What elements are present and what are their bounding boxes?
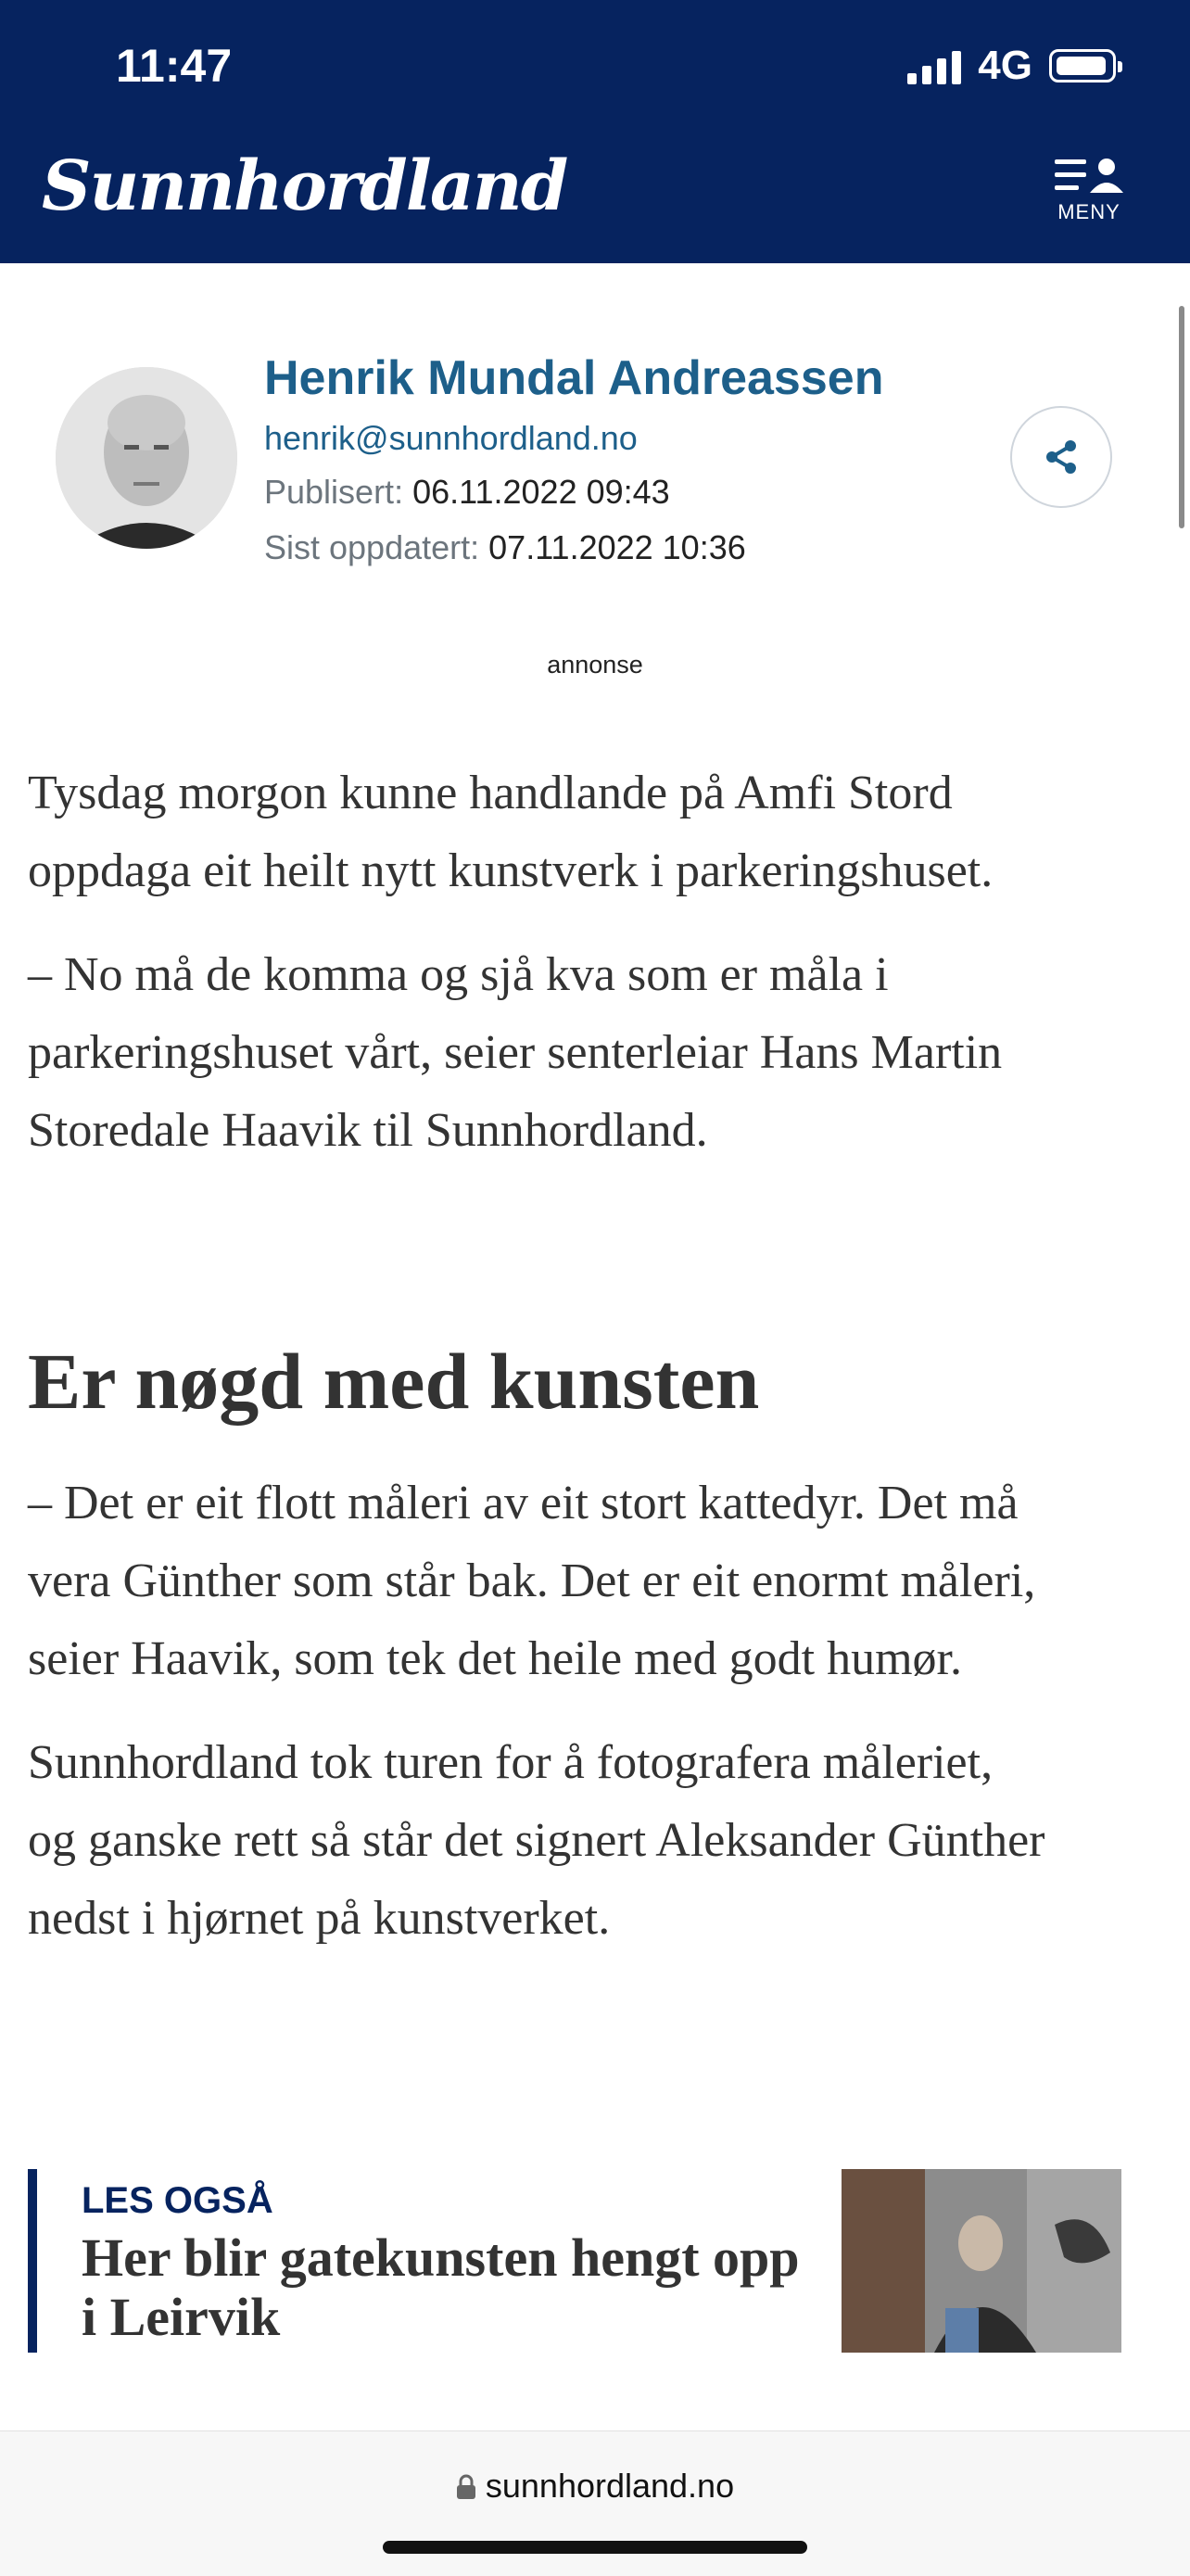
article-body-continued	[28, 1465, 1047, 1958]
menu-button[interactable]	[1047, 156, 1131, 224]
author-avatar	[56, 367, 237, 549]
author-email-link[interactable]: henrik@sunnhordland.no	[264, 419, 638, 457]
home-indicator[interactable]	[383, 2541, 807, 2554]
related-kicker: LES OGSÅ	[82, 2180, 273, 2221]
related-accent-bar	[28, 2169, 37, 2353]
signal-icon	[907, 47, 961, 84]
avatar-photo	[56, 367, 237, 549]
scrollbar[interactable]	[1179, 306, 1184, 528]
lock-icon	[456, 2474, 476, 2500]
status-icons	[907, 43, 1116, 89]
site-header	[0, 0, 1190, 263]
updated-label: Sist oppdatert:	[264, 528, 480, 566]
url-text: sunnhordland.no	[485, 2467, 735, 2505]
status-time: 11:47	[116, 40, 233, 92]
share-button[interactable]	[1010, 406, 1112, 508]
article-paragraph: – No må de komma og sjå kva som er måla i parkeringshuset vårt, seier senterleiar Hans Martin Storedale Haavik til Sunnhordland.	[28, 948, 1003, 1157]
related-thumbnail[interactable]	[842, 2169, 1121, 2353]
updated-line	[264, 528, 746, 567]
related-photo	[842, 2169, 1121, 2353]
related-title[interactable]: Her blir gatekunsten hengt opp i Leirvik	[82, 2227, 800, 2347]
menu-label: MENY	[1057, 200, 1120, 223]
ad-label: annonse	[547, 651, 643, 679]
article-paragraph: Sunnhordland tok turen for å fotografera måleriet, og ganske rett så står det signert Aleksander Günther nedst i hjørnet på kunstverket.	[28, 1736, 1045, 1945]
network-label: 4G	[978, 43, 1032, 88]
article-paragraph: Tysdag morgon kunne handlande på Amfi Stord oppdaga eit heilt nytt kunstverk i parkeringshuset.	[28, 767, 994, 897]
battery-icon	[1049, 49, 1116, 82]
author-name[interactable]: Henrik Mundal Andreassen	[264, 351, 884, 405]
menu-user-icon	[1053, 156, 1125, 197]
published-date: 06.11.2022 09:43	[412, 473, 670, 511]
site-logo[interactable]: Sunnhordland	[42, 146, 567, 226]
article-subheading: Er nøgd med kunsten	[28, 1337, 760, 1426]
published-line	[264, 473, 670, 512]
related-article-card[interactable]	[28, 2169, 1121, 2353]
article-body	[28, 755, 1047, 1170]
article-paragraph: – Det er eit flott måleri av eit stort kattedyr. Det må vera Günther som står bak. Det er eit enormt måleri, seier Haavik, som tek det heile med godt humør.	[28, 1477, 1036, 1685]
share-icon	[1043, 438, 1080, 476]
published-label: Publisert:	[264, 473, 404, 511]
browser-bottom-bar	[0, 2430, 1190, 2576]
updated-date: 07.11.2022 10:36	[488, 528, 746, 566]
address-bar[interactable]	[0, 2467, 1190, 2506]
